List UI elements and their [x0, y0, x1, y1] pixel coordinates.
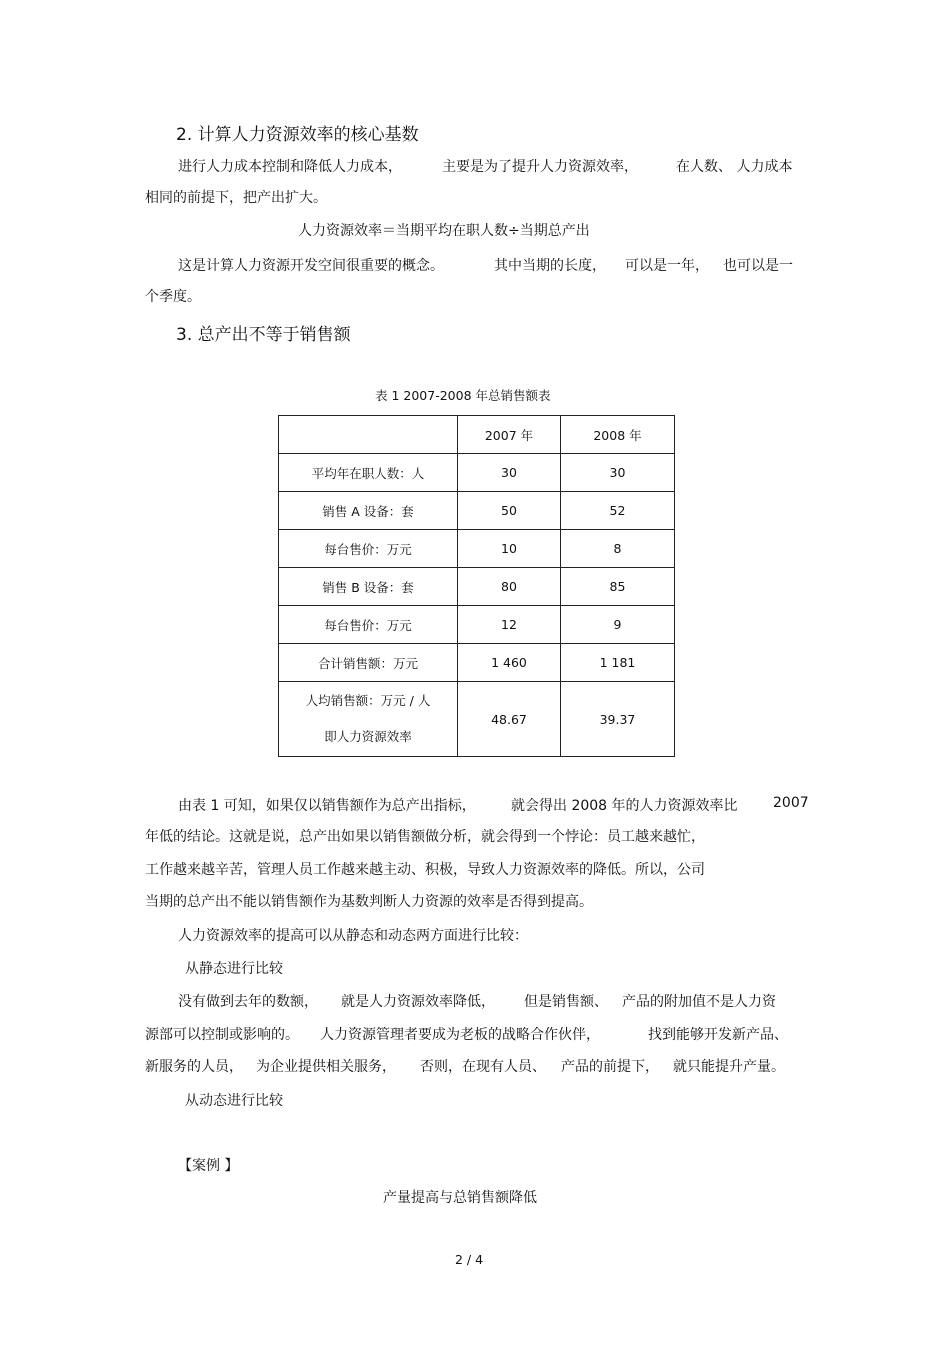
cell-2007: 1 460 [458, 644, 561, 682]
table-header-cell [279, 416, 458, 454]
paragraph-2-part-2: 其中当期的长度， [494, 258, 606, 274]
cell-2008: 30 [561, 454, 675, 492]
table-row [279, 606, 675, 644]
paragraph-2-line-2: 个季度。 [145, 289, 201, 305]
cell-2007: 12 [458, 606, 561, 644]
table-caption: 表 1 2007-2008 年总销售额表 [375, 388, 551, 403]
row-label: 合计销售额：万元 [279, 644, 458, 682]
case-title: 产量提高与总销售额降低 [383, 1190, 537, 1206]
paragraph-2-part-1: 这是计算人力资源开发空间很重要的概念。 [178, 258, 444, 274]
paragraph-5-line-2-part-1: 源部可以控制或影响的。 [145, 1027, 299, 1043]
section-heading-3: 3. 总产出不等于销售额 [176, 325, 351, 345]
paragraph-5-line-2-part-2: 人力资源管理者要成为老板的战略合作伙伴， [320, 1027, 600, 1043]
paragraph-5-line-3-part-1: 新服务的人员， [145, 1059, 243, 1075]
table-header-cell: 2008 年 [561, 416, 675, 454]
row-label: 销售 A 设备：套 [279, 492, 458, 530]
formula: 人力资源效率＝当期平均在职人数÷当期总产出 [298, 223, 590, 239]
paragraph-3-part-1: 由表 1 可知，如果仅以销售额作为总产出指标， [178, 798, 476, 814]
page-number: 2 / 4 [455, 1252, 484, 1267]
cell-2007: 10 [458, 530, 561, 568]
table-header-row [279, 416, 675, 454]
paragraph-3-part-3: 2007 [773, 795, 809, 811]
paragraph-5-line-3-part-2: 为企业提供相关服务， [256, 1059, 396, 1075]
section-heading-2: 2. 计算人力资源效率的核心基数 [176, 125, 419, 145]
row-label: 每台售价：万元 [279, 606, 458, 644]
row-label: 销售 B 设备：套 [279, 568, 458, 606]
paragraph-1-line-2: 相同的前提下，把产出扩大。 [145, 190, 327, 206]
cell-2008: 52 [561, 492, 675, 530]
row-label: 每台售价：万元 [279, 530, 458, 568]
paragraph-2-part-4: 也可以是一 [723, 258, 793, 274]
paragraph-1-part-1: 进行人力成本控制和降低人力成本， [178, 159, 402, 175]
table-row [279, 644, 675, 682]
paragraph-5-line-3-part-4: 产品的前提下， [561, 1059, 659, 1075]
paragraph-5-line-3-part-3: 否则，在现有人员、 [420, 1059, 546, 1075]
table-row [279, 492, 675, 530]
cell-2008: 85 [561, 568, 675, 606]
table-row [279, 568, 675, 606]
paragraph-5-part-2: 就是人力资源效率降低， [341, 994, 495, 1010]
sales-table [278, 415, 675, 757]
cell-2008: 8 [561, 530, 675, 568]
paragraph-3-line-2: 年低的结论。这就是说，总产出如果以销售额做分析，就会得到一个悖论：员工越来越忙， [145, 829, 705, 845]
paragraph-5-part-1: 没有做到去年的数额， [178, 994, 318, 1010]
row-label-line-2: 即人力资源效率 [324, 729, 412, 744]
case-label: 【案例 】 [178, 1158, 239, 1174]
table-row [279, 530, 675, 568]
paragraph-1-part-3: 在人数、 人力成本 [676, 159, 793, 175]
paragraph-4: 人力资源效率的提高可以从静态和动态两方面进行比较： [178, 928, 528, 944]
table-row [279, 454, 675, 492]
static-comparison-heading: 从静态进行比较 [185, 961, 283, 977]
paragraph-5-part-4: 产品的附加值不是人力资 [622, 994, 776, 1010]
cell-2007: 30 [458, 454, 561, 492]
paragraph-2-part-3: 可以是一年， [625, 258, 709, 274]
paragraph-3-line-4: 当期的总产出不能以销售额作为基数判断人力资源的效率是否得到提高。 [145, 894, 593, 910]
paragraph-3-part-2: 就会得出 2008 年的人力资源效率比 [511, 798, 738, 814]
table-header-cell: 2007 年 [458, 416, 561, 454]
row-label [279, 682, 458, 757]
cell-2008: 39.37 [561, 682, 675, 757]
paragraph-1-part-2: 主要是为了提升人力资源效率， [442, 159, 638, 175]
row-label: 平均年在职人数：人 [279, 454, 458, 492]
paragraph-5-line-2-part-3: 找到能够开发新产品、 [648, 1027, 788, 1043]
table-row [279, 682, 675, 757]
cell-2008: 9 [561, 606, 675, 644]
cell-2008: 1 181 [561, 644, 675, 682]
paragraph-3-line-3: 工作越来越辛苦，管理人员工作越来越主动、积极，导致人力资源效率的降低。所以，公司 [145, 862, 705, 878]
cell-2007: 80 [458, 568, 561, 606]
paragraph-5-line-3-part-5: 就只能提升产量。 [673, 1059, 785, 1075]
cell-2007: 50 [458, 492, 561, 530]
dynamic-comparison-heading: 从动态进行比较 [185, 1093, 283, 1109]
paragraph-5-part-3: 但是销售额、 [524, 994, 608, 1010]
row-label-line-1: 人均销售额：万元 / 人 [305, 693, 431, 708]
cell-2007: 48.67 [458, 682, 561, 757]
